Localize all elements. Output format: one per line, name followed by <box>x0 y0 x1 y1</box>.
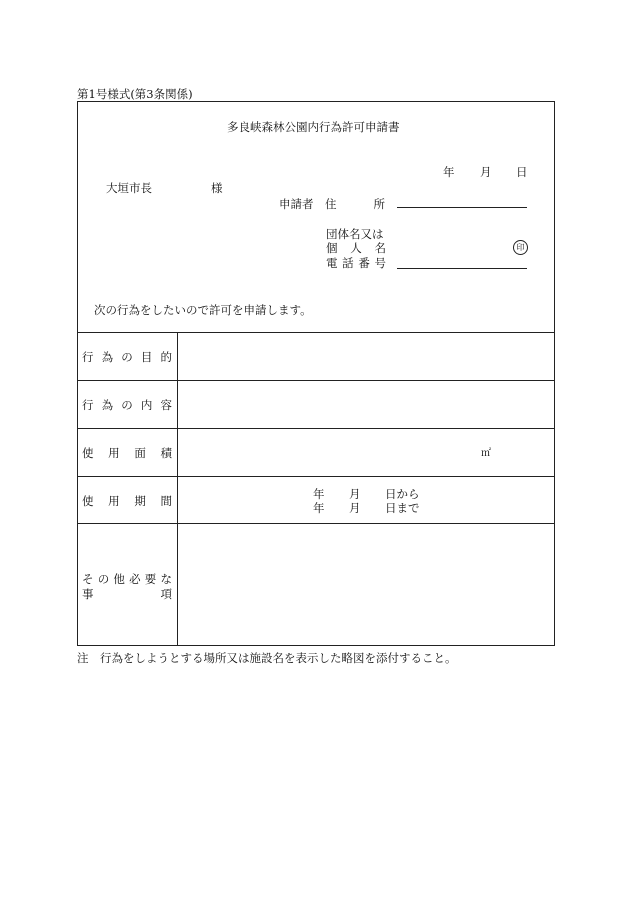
footnote: 注 行為をしようとする場所又は施設名を表示した略図を添付すること。 <box>77 651 457 665</box>
period-from-month: 月 <box>349 487 361 501</box>
column-divider <box>177 332 178 646</box>
form-title: 多良峡森林公園内行為許可申請書 <box>227 120 400 134</box>
purpose-label: 行 為 の 目 的 <box>82 350 172 364</box>
phone-label: 電 話 番 号 <box>326 256 386 270</box>
period-from-day: 日から <box>385 487 420 501</box>
date-day: 日 <box>516 165 528 179</box>
phone-field[interactable] <box>397 268 527 269</box>
other-label-line1: そ の 他 必 要 な <box>82 572 172 586</box>
date-month: 月 <box>480 165 492 179</box>
person-name-label: 個 人 名 <box>326 241 386 255</box>
period-label: 使 用 期 間 <box>82 494 172 508</box>
period-from-year: 年 <box>313 487 325 501</box>
area-unit: ㎡ <box>481 448 491 459</box>
date-year: 年 <box>443 165 455 179</box>
addressee-name: 大垣市長 <box>106 181 152 195</box>
divider <box>77 380 555 381</box>
addressee-honorific: 様 <box>211 181 223 195</box>
divider <box>77 428 555 429</box>
period-to-month: 月 <box>349 501 361 515</box>
other-label-line2: 事 項 <box>82 587 172 601</box>
period-to-day: 日まで <box>385 501 420 515</box>
seal-mark: 印 <box>513 240 528 255</box>
content-label: 行 為 の 内 容 <box>82 398 172 412</box>
period-to-year: 年 <box>313 501 325 515</box>
address-field[interactable] <box>397 207 527 208</box>
application-statement: 次の行為をしたいので許可を申請します。 <box>94 303 312 317</box>
divider <box>77 523 555 524</box>
area-label: 使 用 面 積 <box>82 446 172 460</box>
org-label: 団体名又は <box>326 227 384 241</box>
address-label: 住 所 <box>325 197 385 211</box>
applicant-label: 申請者 <box>279 197 314 211</box>
divider <box>77 476 555 477</box>
form-id: 第1号様式(第3条関係) <box>77 87 193 101</box>
divider <box>77 332 555 333</box>
